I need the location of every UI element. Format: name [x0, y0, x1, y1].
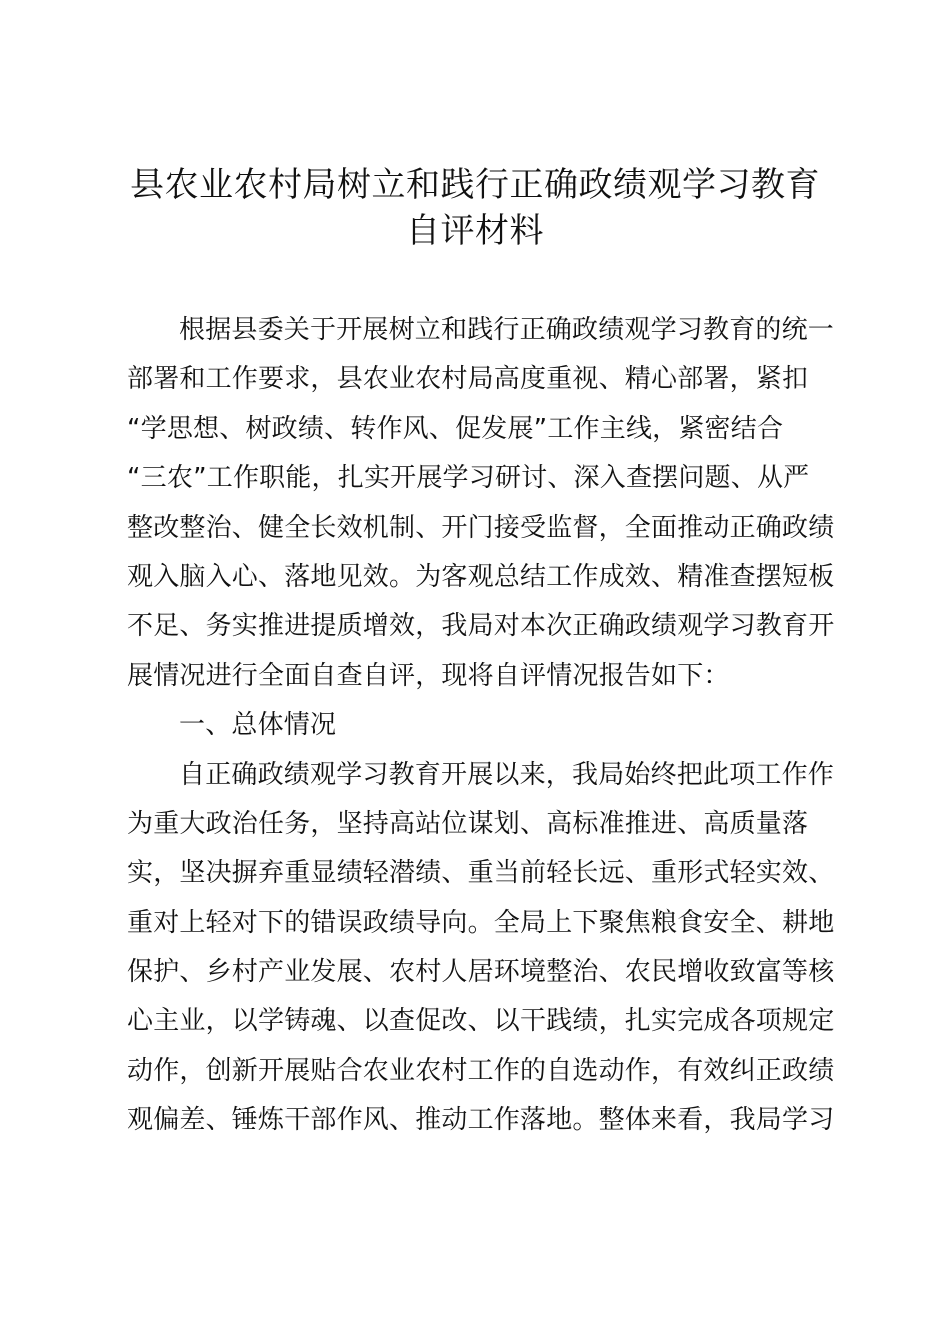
paragraph-line: 整改整治、健全长效机制、开门接受监督，全面推动正确政绩 [127, 512, 835, 543]
document-title-line-2: 自评材料 [406, 211, 544, 251]
paragraph-line: 心主业，以学铸魂、以查促改、以干践绩，扎实完成各项规定 [127, 1006, 835, 1037]
paragraph-line: 实，坚决摒弃重显绩轻潜绩、重当前轻长远、重形式轻实效、 [127, 858, 835, 889]
document-body [127, 306, 833, 1146]
paragraph-line: 部署和工作要求，县农业农村局高度重视、精心部署，紧扣 [127, 364, 809, 395]
paragraph-line: 观入脑入心、落地见效。为客观总结工作成效、精准查摆短板 [127, 561, 835, 592]
paragraph-line: 自正确政绩观学习教育开展以来，我局始终把此项工作作 [179, 759, 835, 790]
paragraph-line: 重对上轻对下的错误政绩导向。全局上下聚焦粮食安全、耕地 [127, 907, 835, 938]
paragraph-line: 保护、乡村产业发展、农村人居环境整治、农民增收致富等核 [127, 957, 835, 988]
paragraph-line: 展情况进行全面自查自评，现将自评情况报告如下： [127, 660, 730, 691]
paragraph-line: “学思想、树政绩、转作风、促发展”工作主线，紧密结合 [127, 413, 784, 444]
paragraph-line: 根据县委关于开展树立和践行正确政绩观学习教育的统一 [179, 315, 835, 345]
document-title-line-1: 县农业农村局树立和践行正确政绩观学习教育 [130, 165, 820, 205]
paragraph-line: 为重大政治任务，坚持高站位谋划、高标准推进、高质量落 [127, 808, 809, 839]
paragraph-line: “三农”工作职能，扎实开展学习研讨、深入查摆问题、从严 [127, 463, 810, 494]
paragraph-line: 动作，创新开展贴合农业农村工作的自选动作，有效纠正政绩 [127, 1055, 835, 1086]
paragraph-line: 观偏差、锤炼干部作风、推动工作落地。整体来看，我局学习 [127, 1105, 835, 1136]
section-heading: 一、总体情况 [179, 710, 337, 741]
paragraph-line: 不足、务实推进提质增效，我局对本次正确政绩观学习教育开 [127, 611, 835, 642]
